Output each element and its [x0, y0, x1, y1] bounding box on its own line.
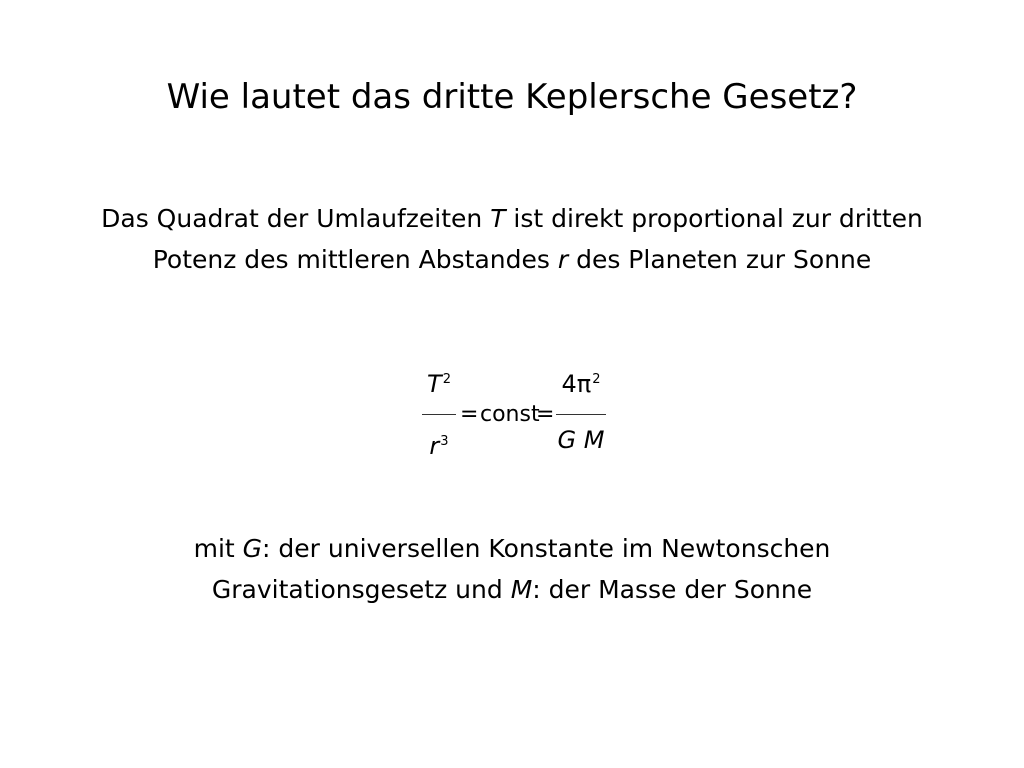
formula-exp-pi-2: 2 [592, 372, 601, 387]
statement-line-2-text-b: des Planeten zur Sonne [568, 245, 872, 274]
legend-line-1-text-a: mit [193, 534, 243, 563]
formula-var-M: M [583, 426, 605, 454]
fraction-t-squared-over-r-cubed [422, 362, 456, 472]
formula-exp-2: 2 [442, 372, 451, 387]
variable-r: r [557, 245, 569, 274]
equals-sign-2: = [536, 402, 555, 427]
fraction-1-bar [422, 414, 456, 415]
fraction-1-numerator [422, 370, 456, 398]
slide-title: Wie lautet das dritte Keplersche Gesetz? [166, 77, 858, 117]
formula-var-G: G [557, 426, 577, 454]
fraction-2-denominator [556, 426, 606, 454]
statement-line-2-text-a: Potenz des mittleren Abstandes [152, 245, 558, 274]
legend-line-2 [40, 569, 984, 610]
legend-line-2-text-a: Gravitationsgesetz und [211, 575, 511, 604]
formula-pi: π [576, 370, 592, 398]
formula-legend [40, 528, 984, 610]
formula-coef-4: 4 [561, 370, 577, 398]
statement-line-2 [40, 239, 984, 280]
const-word: const [480, 402, 540, 427]
variable-G: G [242, 534, 263, 563]
kepler-formula [418, 362, 618, 472]
statement-line-1-text-b: ist direkt proportional zur dritten [505, 204, 923, 233]
legend-line-1 [40, 528, 984, 569]
kepler-statement [40, 198, 984, 280]
fraction-2-bar [556, 414, 606, 415]
legend-line-2-text-b: : der Masse der Sonne [532, 575, 813, 604]
fraction-2-numerator [556, 370, 606, 398]
variable-M: M [510, 575, 533, 604]
formula-exp-3: 3 [440, 434, 449, 449]
fraction-4pi-squared-over-gm [556, 362, 606, 472]
legend-line-1-text-b: : der universellen Konstante im Newtonschen [262, 534, 831, 563]
formula-var-T: T [427, 370, 442, 398]
statement-line-1-text-a: Das Quadrat der Umlaufzeiten [101, 204, 491, 233]
fraction-1-denominator [422, 432, 456, 460]
formula-var-r: r [429, 432, 440, 460]
statement-line-1 [40, 198, 984, 239]
equals-sign-1: = [460, 402, 479, 427]
variable-T: T [490, 204, 506, 233]
